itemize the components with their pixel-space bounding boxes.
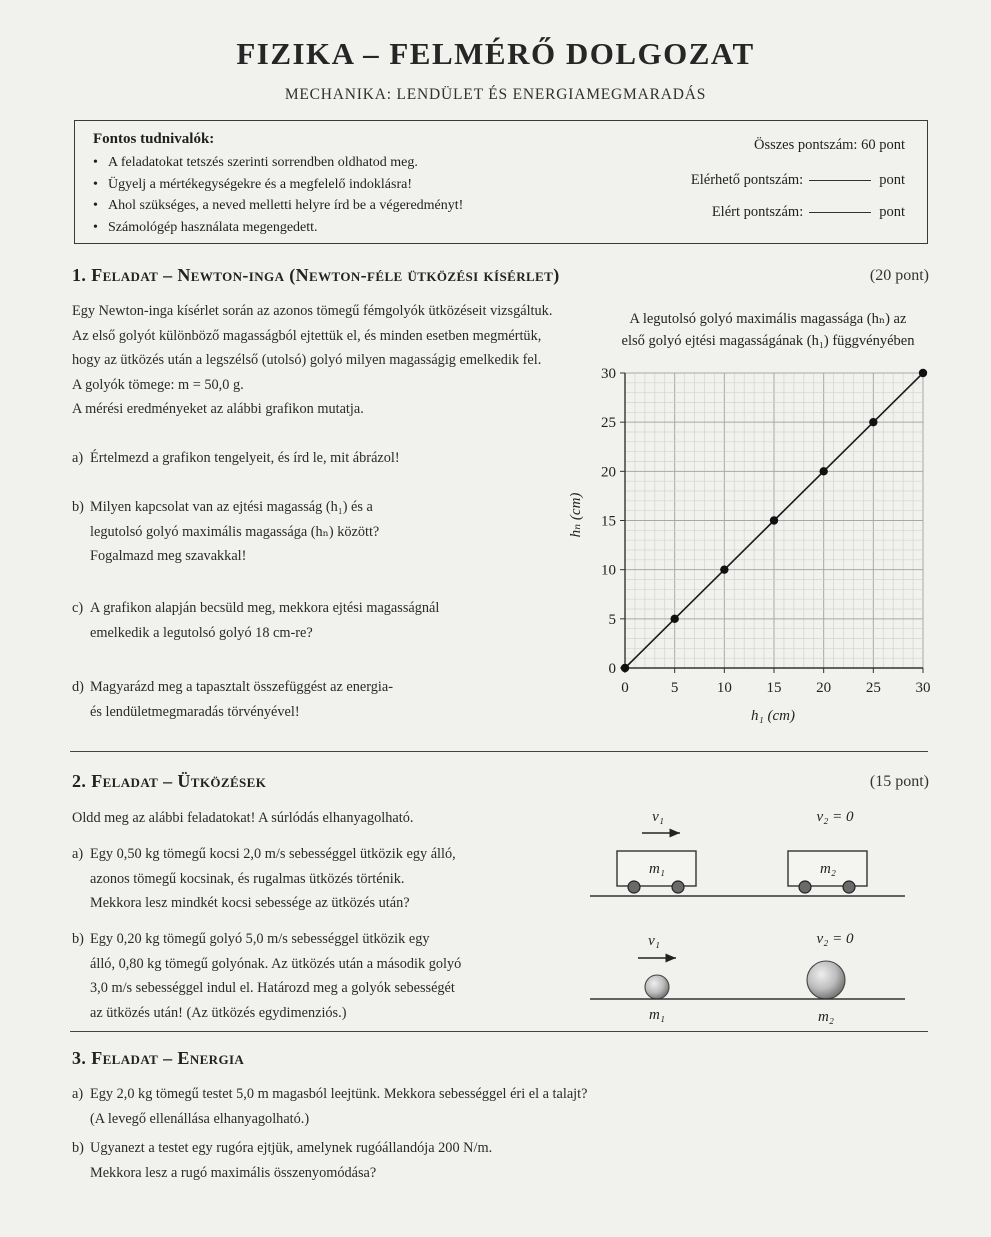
info-item: • A feladatokat tetszés szerinti sorrendben oldhatod meg.	[93, 152, 463, 174]
question-label: b)	[72, 499, 84, 515]
achieved-label: Elért pontszám:	[711, 204, 804, 220]
achievable-unit: pont	[879, 172, 905, 188]
cart-m2-label: m₂	[819, 861, 837, 877]
intro-line: A mérési eredményeket az alábbi grafikon mutatja.	[72, 401, 364, 417]
page-subtitle: MECHANIKA: LENDÜLET ÉS ENERGIAMEGMARADÁS	[284, 86, 707, 103]
question-label: a)	[72, 1086, 84, 1102]
info-item: • Számológép használata megengedett.	[93, 217, 463, 239]
intro-line: hogy az ütközés után a legszélső (utolsó) golyó milyen magasságig emelkedik fel.	[72, 352, 542, 368]
x-tick-label: 30	[915, 680, 931, 696]
question-label: b)	[72, 931, 84, 947]
task2-question-b	[72, 927, 461, 1025]
info-heading: Fontos tudnivalók:	[93, 131, 215, 147]
task1-question-d	[72, 675, 393, 724]
section-divider	[70, 751, 928, 752]
question-line: Fogalmazd meg szavakkal!	[90, 548, 247, 564]
y-tick-label: 0	[608, 661, 616, 677]
x-tick-label: 25	[865, 680, 881, 696]
task3-question-a	[72, 1082, 587, 1131]
question-line: Mekkora lesz mindkét kocsi sebessége az ütközés után?	[90, 895, 410, 911]
info-box	[74, 120, 928, 244]
y-tick-label: 25	[601, 415, 616, 432]
chart-x-label: h₁ (cm)	[751, 708, 795, 724]
task3-question-b	[72, 1136, 492, 1185]
task2-points: (15 pont)	[869, 773, 929, 790]
ball-v1-label: v₁	[648, 933, 660, 949]
ball-m2-label: m₂	[817, 1009, 835, 1025]
newton-chart	[555, 300, 955, 730]
x-tick-label: 5	[670, 680, 679, 696]
task1-question-b	[72, 495, 379, 569]
question-line: Egy 0,50 kg tömegű kocsi 2,0 m/s sebességgel ütközik egy álló,	[90, 846, 456, 862]
achieved-score	[712, 204, 905, 221]
page-title: FIZIKA – FELMÉRŐ DOLGOZAT	[236, 36, 755, 71]
x-tick-label: 10	[716, 680, 732, 696]
question-label: a)	[72, 846, 84, 862]
question-label: d)	[72, 679, 84, 695]
intro-line: Az első golyót különböző magasságból ejtettük el, és minden esetben megmértük,	[72, 327, 542, 344]
section-divider	[70, 1031, 928, 1032]
data-point	[720, 565, 728, 573]
x-tick-label: 0	[621, 680, 629, 696]
question-label: c)	[72, 600, 84, 616]
question-line: Egy 2,0 kg tömegű testet 5,0 m magasból leejtünk. Mekkora sebességgel éri el a talajt?	[90, 1086, 588, 1102]
cart-2	[788, 851, 867, 893]
data-point	[869, 418, 877, 426]
question-line: emelkedik a legutolsó golyó 18 cm-re?	[90, 624, 313, 641]
data-point	[670, 615, 678, 623]
x-tick-label: 20	[816, 680, 832, 696]
task2-title: 2. Feladat – Ütközések	[72, 771, 267, 791]
info-item: • Ahol szükséges, a neved melletti helyre írd be a végeredményt!	[93, 195, 463, 217]
question-line: az ütközés után! (Az ütközés egydimenziós.)	[90, 1004, 347, 1021]
ball-small	[645, 975, 669, 999]
question-line: és lendületmegmaradás törvényével!	[90, 703, 300, 720]
total-score: Összes pontszám: 60 pont	[753, 137, 905, 153]
info-list	[93, 152, 463, 238]
question-label: a)	[72, 450, 84, 466]
chart-y-label: hₙ (cm)	[568, 492, 584, 538]
intro-line: A golyók tömege: m = 50,0 g.	[72, 376, 244, 393]
ball-m1-label: m₁	[648, 1007, 666, 1023]
achieved-unit: pont	[879, 204, 905, 220]
question-line: Milyen kapcsolat van az ejtési magasság (h₁) és a	[90, 499, 373, 515]
question-line: Egy 0,20 kg tömegű golyó 5,0 m/s sebességgel ütközik egy	[90, 931, 430, 947]
task2-intro: Oldd meg az alábbi feladatokat! A súrlódás elhanyagolható.	[72, 810, 414, 826]
cart-v2-label: v₂ = 0	[816, 809, 854, 825]
chart-title-line-2: első golyó ejtési magasságának (h₁) függvényében	[621, 333, 915, 349]
task2-question-a	[72, 842, 456, 916]
ball-v2-label: v₂ = 0	[816, 931, 854, 947]
question-line: legutolsó golyó maximális magassága (hₙ) között?	[90, 523, 380, 540]
y-tick-label: 15	[601, 513, 616, 530]
achievable-label: Elérhető pontszám:	[690, 172, 804, 188]
task1-title: 1. Feladat – Newton-inga (Newton-féle ütközési kísérlet)	[72, 265, 560, 285]
achievable-score	[691, 172, 905, 189]
cart-v1-label: v₁	[652, 809, 664, 825]
question-line: (A levegő ellenállása elhanyagolható.)	[90, 1110, 310, 1127]
question-line: Értelmezd a grafikon tengelyeit, és írd le, mit ábrázol!	[90, 450, 400, 466]
question-line: azonos tömegű kocsinak, és rugalmas ütközés történik.	[90, 870, 405, 887]
task1-intro	[72, 299, 552, 422]
question-line: Ugyanezt a testet egy rugóra ejtjük, amelynek rugóállandója 200 N/m.	[90, 1140, 493, 1156]
y-tick-label: 20	[601, 464, 616, 481]
task1-question-c	[72, 596, 439, 645]
question-label: b)	[72, 1140, 84, 1156]
info-item: • Ügyelj a mértékegységekre és a megfelelő indoklásra!	[93, 174, 463, 196]
question-line: Mekkora lesz a rugó maximális összenyomódása?	[90, 1164, 377, 1181]
cart-1	[617, 851, 696, 893]
question-line: 3,0 m/s sebességgel indul el. Határozd meg a golyók sebességét	[90, 980, 455, 996]
question-line: A grafikon alapján becsüld meg, mekkora ejtési magasságnál	[90, 600, 440, 616]
question-line: álló, 0,80 kg tömegű golyónak. Az ütközés után a második golyó	[90, 955, 462, 972]
x-tick-label: 15	[766, 680, 782, 696]
intro-line: Egy Newton-inga kísérlet során az azonos tömegű fémgolyók ütközéseit vizsgáltuk.	[72, 303, 553, 319]
chart-title-line-1: A legutolsó golyó maximális magassága (hₙ) az	[629, 311, 907, 327]
question-line: Magyarázd meg a tapasztalt összefüggést az energia-	[90, 679, 394, 695]
data-point	[770, 516, 778, 524]
data-point	[621, 664, 629, 672]
achieved-blank[interactable]	[809, 212, 871, 213]
task1-points: (20 pont)	[869, 267, 929, 284]
data-point	[919, 369, 927, 377]
y-tick-label: 5	[608, 611, 616, 628]
achievable-blank[interactable]	[809, 180, 871, 181]
y-tick-label: 30	[601, 366, 616, 382]
cart-m1-label: m₁	[648, 861, 666, 877]
collision-figure	[580, 800, 920, 1030]
data-point	[819, 467, 827, 475]
y-tick-label: 10	[601, 562, 616, 579]
task3-title: 3. Feladat – Energia	[72, 1048, 245, 1068]
task1-question-a	[72, 446, 400, 471]
ball-large	[807, 961, 845, 999]
